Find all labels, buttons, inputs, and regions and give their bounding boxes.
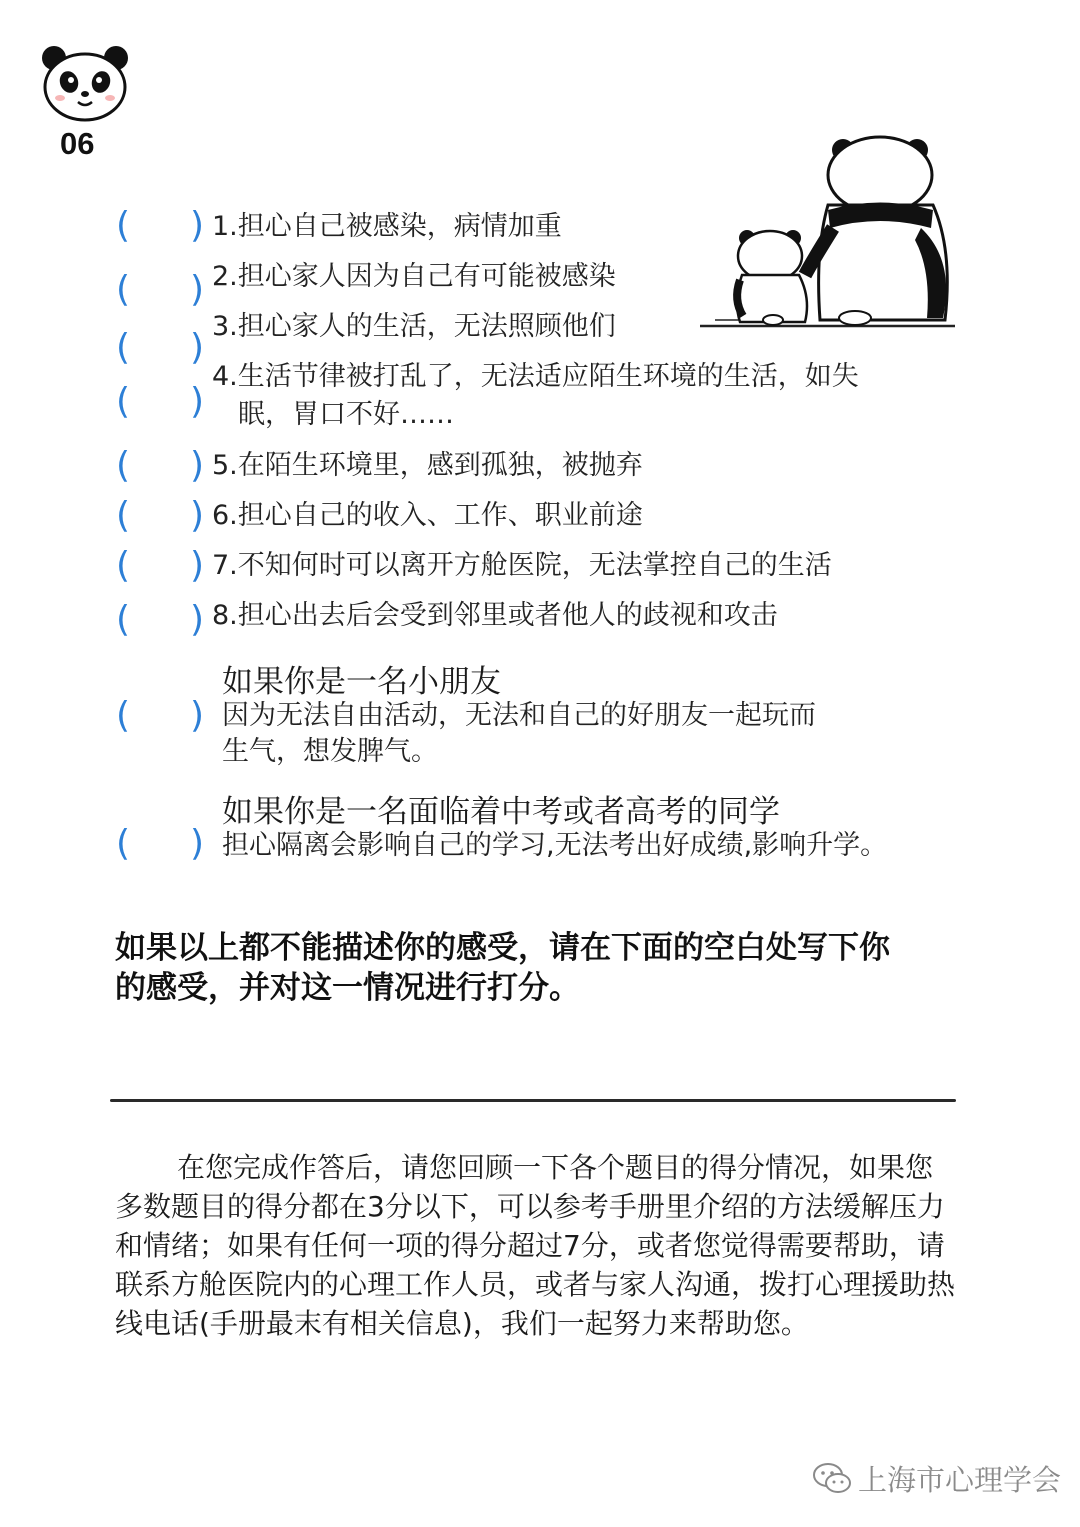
score-blank-5[interactable]: ) <box>190 445 205 486</box>
open-paren-7: ( <box>116 545 131 586</box>
paragraph-line: 联系方舱医院内的心理工作人员，或者与家人沟通，拨打心理援助热 <box>115 1268 956 1301</box>
prompt-line: 的感受，并对这一情况进行打分。 <box>115 970 580 1006</box>
open-paren-8: ( <box>116 599 131 640</box>
child-section-text-2: 生气，想发脾气。 <box>222 736 438 767</box>
open-paren-2: ( <box>116 269 131 310</box>
wechat-icon <box>812 1461 852 1497</box>
child-section-text-1: 因为无法自由活动，无法和自己的好朋友一起玩而 <box>222 700 816 731</box>
student-section-title: 如果你是一名面临着中考或者高考的同学 <box>222 794 780 830</box>
paragraph-line: 线电话(手册最末有相关信息)，我们一起努力来帮助您。 <box>115 1307 809 1340</box>
paragraph-line: 在您完成作答后，请您回顾一下各个题目的得分情况，如果您 <box>177 1151 934 1184</box>
score-blank-4[interactable]: ) <box>190 381 205 422</box>
item-text: 7.不知何时可以离开方舱医院，无法掌控自己的生活 <box>212 550 832 581</box>
open-paren-6: ( <box>116 495 131 536</box>
score-blank-9[interactable]: ) <box>190 695 205 736</box>
panda-face-icon <box>40 42 130 122</box>
watermark-text: 上海市心理学会 <box>858 1463 1062 1497</box>
list-item <box>212 447 643 485</box>
score-blank-6[interactable]: ) <box>190 495 205 536</box>
open-paren-5: ( <box>116 445 131 486</box>
student-section-text: 担心隔离会影响自己的学习,无法考出好成绩,影响升学。 <box>222 830 888 861</box>
open-paren-10: ( <box>116 823 131 864</box>
item-text: 1.担心自己被感染，病情加重 <box>212 211 562 242</box>
item-text: 6.担心自己的收入、工作、职业前途 <box>212 500 643 531</box>
item-text: 3.担心家人的生活，无法照顾他们 <box>212 311 616 342</box>
score-blank-1[interactable]: ) <box>190 205 205 246</box>
list-item <box>212 258 616 296</box>
two-pandas-illustration <box>695 130 960 340</box>
page-number: 06 <box>60 126 95 161</box>
open-paren-1: ( <box>116 205 131 246</box>
write-in-line[interactable] <box>110 1099 956 1102</box>
item-text-continued: 眠，胃口不好…… <box>238 399 454 430</box>
score-blank-7[interactable]: ) <box>190 545 205 586</box>
list-item <box>212 358 859 434</box>
open-paren-3: ( <box>116 327 131 368</box>
open-paren-9: ( <box>116 695 131 736</box>
list-item <box>212 208 562 246</box>
score-blank-10[interactable]: ) <box>190 823 205 864</box>
item-text: 8.担心出去后会受到邻里或者他人的歧视和攻击 <box>212 600 778 631</box>
watermark <box>812 1458 1061 1499</box>
item-text: 2.担心家人因为自己有可能被感染 <box>212 261 616 292</box>
list-item <box>212 497 643 535</box>
score-blank-8[interactable]: ) <box>190 599 205 640</box>
child-section-title: 如果你是一名小朋友 <box>222 664 501 700</box>
list-item <box>212 547 832 585</box>
item-text: 5.在陌生环境里，感到孤独，被抛弃 <box>212 450 643 481</box>
prompt-line: 如果以上都不能描述你的感受，请在下面的空白处写下你 <box>115 930 890 966</box>
closing-paragraph <box>115 1148 965 1343</box>
paragraph-line: 多数题目的得分都在3分以下，可以参考手册里介绍的方法缓解压力 <box>115 1190 945 1223</box>
paragraph-line: 和情绪；如果有任何一项的得分超过7分，或者您觉得需要帮助，请 <box>115 1229 945 1262</box>
score-blank-3[interactable]: ) <box>190 327 205 368</box>
list-item <box>212 597 778 635</box>
open-paren-4: ( <box>116 381 131 422</box>
item-text: 4.生活节律被打乱了，无法适应陌生环境的生活，如失 <box>212 361 859 392</box>
score-blank-2[interactable]: ) <box>190 269 205 310</box>
write-in-prompt <box>115 928 975 1008</box>
list-item <box>212 308 616 346</box>
